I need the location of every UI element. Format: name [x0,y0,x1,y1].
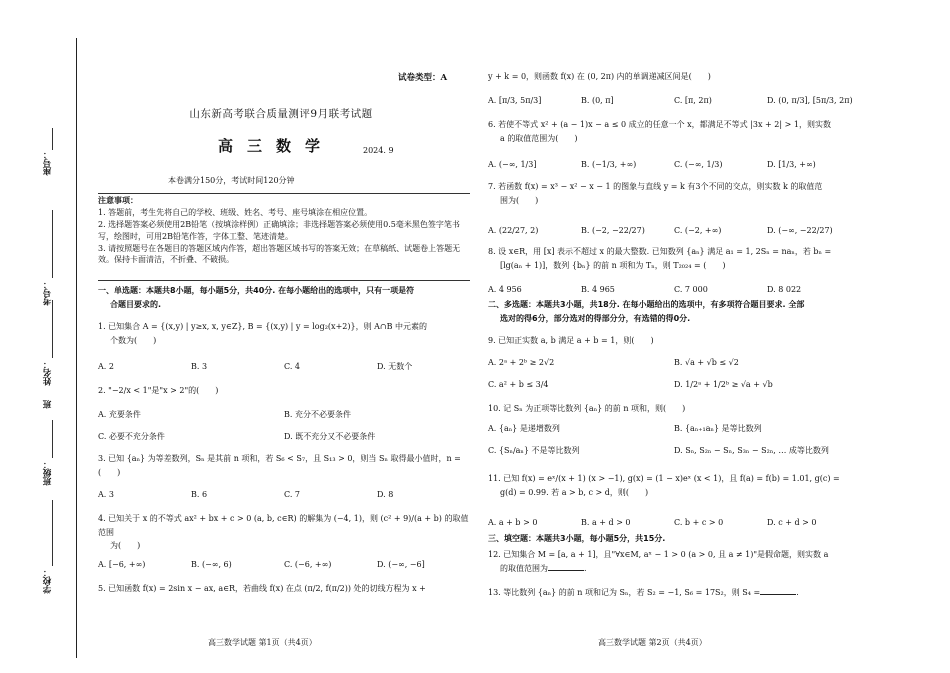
question-1-stem-cont: 个数为( ) [110,335,157,345]
option-c[interactable]: C. a² + b ≤ 3/4 [488,380,549,389]
question-12-stem: 12. 已知集合 M = [a, a + 1]，且"∀x∈M, aˣ − 1 > 0 (a > 0, 且 a ≠ 1)"是假命题，则实数 a [488,550,829,559]
question-12-stem-cont: 的取值范围为 [500,563,548,573]
option-c[interactable]: C. 7 [284,490,301,499]
option-b[interactable]: B. 充分不必要条件 [284,410,351,419]
answer-blank[interactable] [760,587,796,595]
question-2 [98,384,470,398]
option-a[interactable]: A. 3 [98,490,114,499]
question-7-options [488,226,860,235]
question-9-stem: 9. 已知正实数 a, b 满足 a + b = 1，则( ) [488,336,654,345]
option-b[interactable]: B. (0, π] [581,96,614,105]
question-6-stem: 6. 若使不等式 x² + (a − 1)x − a ≤ 0 成立的任意一个 x，都满足不等式 |3x + 2| > 1，则实数 [488,120,831,129]
question-11 [488,472,860,499]
question-1-options [98,362,470,371]
exam-no-line [52,210,53,278]
note-item: 2. 选择题答案必须使用2B铅笔（按填涂样例）正确填涂；非选择题答案必须使用0.5毫米黑色签字笔书写，绘图时，可用2B铅笔作答，字体工整、笔迹清楚。 [98,220,460,241]
question-5-cont [488,70,860,84]
question-3-stem-cont: ( ) [98,467,121,477]
school-label: 学校： [43,568,53,594]
option-b[interactable]: B. √a + √b ≤ √2 [674,358,739,367]
question-8-stem: 8. 设 x∈R，用 [x] 表示不超过 x 的最大整数. 已知数列 {aₙ} 满足 a₁ = 1, 2Sₙ = naₙ，若 bₙ = [488,247,832,256]
paper-type: 试卷类型：A [398,73,448,83]
exam-info: 本卷满分150分，考试时间120分钟 [168,176,295,185]
question-6-stem-cont: a 的取值范围为( ) [500,133,578,143]
option-d[interactable]: D. (−∞, −6] [377,560,425,569]
option-a[interactable]: A. a + b > 0 [488,518,538,527]
note-item: 1. 答题前，考生先将自己的学校、班级、姓名、考号、座号填涂在相应位置。 [98,208,373,218]
option-a[interactable]: A. [−6, +∞) [98,560,146,569]
section-1-line-2: 合题目要求的. [110,299,162,309]
option-b[interactable]: B. (−2, −22/27) [581,226,645,235]
question-3-stem: 3. 已知 {aₙ} 为等差数列，Sₙ 是其前 n 项和，若 S₆ < S₇，且 S₁₃ > 0，则当 Sₙ 取得最小值时，n = [98,454,461,463]
section-3-title [488,532,860,546]
exam-title: 山东新高考联合质量测评9月联考试题 [189,108,373,120]
notes [98,196,470,266]
name-label: 姓名： [43,360,53,386]
seat-label: 座号： [43,150,53,176]
subject-title: 高三数学 [218,137,335,155]
question-8-options [488,285,860,294]
school-line [52,500,53,566]
option-b[interactable]: B. (−1/3, +∞) [581,160,637,169]
option-d[interactable]: D. (−∞, −22/27) [767,226,833,235]
option-a[interactable]: A. [π/3, 5π/3] [488,96,542,105]
option-a[interactable]: A. 4 956 [488,285,522,294]
question-1-stem: 1. 已知集合 A = {(x,y) | y≥x, x, y∈Z}, B = {(x,y) | y = log₂(x+2)}，则 A∩B 中元素的 [98,322,428,331]
question-4-stem: 4. 已知关于 x 的不等式 ax² + bx + c > 0 (a, b, c∈R) 的解集为 (−4, 1)，则 (c² + 9)/(a + b) 的取值范围 [98,514,469,537]
grade-label: 班级： [43,460,53,486]
question-8-stem-cont: [lg(aₙ + 1)]，数列 {bₙ} 的前 n 项和为 Tₙ，则 T₂₀₂₄ = ( ) [500,260,726,270]
question-11-stem: 11. 已知 f(x) = eˣ/(x + 1) (x > −1), g(x) = (1 − x)eˣ (x < 1)，且 f(a) = f(b) = 1.01, g(c) = [488,474,840,483]
option-d[interactable]: D. 无数个 [377,362,413,371]
divider [98,193,470,194]
option-c[interactable]: C. [π, 2π) [674,96,712,105]
exam-no-label: 考号： [43,280,53,306]
option-c[interactable]: C. (−6, +∞) [284,560,332,569]
option-b[interactable]: B. a + d > 0 [581,518,631,527]
option-d[interactable]: D. (0, π/3], [5π/3, 2π) [767,96,853,105]
question-10-options-row-2 [488,446,860,455]
option-c[interactable]: C. 7 000 [674,285,708,294]
question-9-options-row-1 [488,358,860,367]
question-9-options-row-2 [488,380,860,389]
question-10-options-row-1 [488,424,860,433]
question-4-stem-cont: 为( ) [110,541,141,551]
question-7-stem: 7. 若函数 f(x) = x³ − x² − x − 1 的图象与直线 y = k 有3个不同的交点，则实数 k 的取值范 [488,182,823,191]
grade-line [52,420,53,458]
option-b[interactable]: B. {aₙ₊₁aₙ} 是等比数列 [674,424,762,433]
option-d[interactable]: D. 8 [377,490,394,499]
option-b[interactable]: B. 4 965 [581,285,615,294]
question-10 [488,402,860,416]
binding-line [76,38,77,658]
option-c[interactable]: C. (−2, +∞) [674,226,722,235]
section-1-line-1: 一、单选题：本题共8小题，每小题5分，共40分. 在每小题给出的选项中，只有一项是符 [98,286,415,295]
option-d[interactable]: D. 8 022 [767,285,802,294]
binding-margin [0,0,92,673]
section-2-line-1: 二、多选题：本题共3小题，共18分. 在每小题给出的选项中，有多项符合题目要求. 全部 [488,300,805,309]
question-13-stem: 13. 等比数列 {aₙ} 的前 n 项和记为 Sₙ，若 S₂ = −1, S₆ = 17S₂，则 S₄ = [488,588,761,597]
option-d[interactable]: D. [1/3, +∞) [767,160,816,169]
question-6 [488,118,860,145]
page-footer-left: 高三数学试题 第1页（共4页） [208,638,317,647]
option-d[interactable]: D. 1/2ᵃ + 1/2ᵇ ≥ √a + √b [674,380,773,389]
name-line [52,300,53,358]
question-12: 12. 已知集合 M = [a, a + 1]，且"∀x∈M, aˣ − 1 > 0 (a > 0, 且 a ≠ 1)"是假命题，则实数 a 的取值范围为 . [488,548,860,575]
question-10-stem: 10. 记 Sₙ 为正项等比数列 {aₙ} 的前 n 项和，则( ) [488,404,686,413]
class-char-label: 班 [43,400,53,409]
question-5-options [488,96,860,105]
section-1-title [98,284,470,311]
option-a[interactable]: A. (22/27, 2) [488,226,539,235]
question-13: 13. 等比数列 {aₙ} 的前 n 项和记为 Sₙ，若 S₂ = −1, S₆ = 17S₂，则 S₄ = . [488,588,799,597]
option-b[interactable]: B. 3 [191,362,208,371]
option-c[interactable]: C. 4 [284,362,301,371]
option-a[interactable]: A. 2 [98,362,114,371]
question-7-stem-cont: 围为( ) [500,195,539,205]
option-d[interactable]: D. c + d > 0 [767,518,817,527]
option-d[interactable]: D. 既不充分又不必要条件 [284,432,376,441]
option-a[interactable]: A. (−∞, 1/3] [488,160,537,169]
question-9 [488,334,860,348]
question-8 [488,245,860,272]
divider [98,280,470,281]
question-2-options-row-1 [98,410,470,419]
section-2-title [488,298,860,325]
exam-date: 2024. 9 [363,146,394,155]
option-d[interactable]: D. Sₙ, S₂ₙ − Sₙ, S₃ₙ − S₂ₙ, … 成等比数列 [674,446,829,455]
question-3 [98,452,470,479]
seat-line [52,128,53,150]
question-2-stem: 2. "−2/x < 1"是"x > 2"的( ) [98,386,219,395]
question-5 [98,582,470,596]
question-6-options [488,160,860,169]
notes-title: 注意事项： [98,196,138,205]
question-5-stem: 5. 已知函数 f(x) = 2sin x − ax, a∈R，若曲线 f(x) 在点 (π/2, f(π/2)) 处的切线方程为 x + [98,584,426,593]
page-footer-right: 高三数学试题 第2页（共4页） [598,638,707,647]
option-a[interactable]: A. {aₙ} 是递增数列 [488,424,560,433]
option-b[interactable]: B. (−∞, 6) [191,560,232,569]
answer-blank[interactable] [548,563,584,571]
section-3-line-1: 三、填空题：本题共3小题，每小题5分，共15分. [488,534,666,543]
option-a[interactable]: A. 2ᵃ + 2ᵇ ≥ 2√2 [488,358,555,367]
question-4-options [98,560,470,569]
question-7 [488,180,860,207]
option-c[interactable]: C. (−∞, 1/3) [674,160,723,169]
section-2-line-2: 选对的得6分，部分选对的得部分分，有选错的得0分. [500,313,691,323]
option-c[interactable]: C. 必要不充分条件 [98,432,165,441]
question-5-stem-cont: y + k = 0，则函数 f(x) 在 (0, 2π) 内的单调递减区间是( ) [488,72,711,81]
option-b[interactable]: B. 6 [191,490,208,499]
question-11-stem-cont: g(d) = 0.99. 若 a > b, c > d，则( ) [500,487,649,497]
option-c[interactable]: C. {Sₙ/aₙ} 不是等比数列 [488,446,580,455]
question-4 [98,512,470,553]
question-2-options-row-2 [98,432,470,441]
question-3-options [98,490,470,499]
option-a[interactable]: A. 充要条件 [98,410,141,419]
question-11-options [488,518,860,527]
option-c[interactable]: C. b + c > 0 [674,518,724,527]
question-1 [98,320,470,347]
note-item: 3. 请按照题号在各题目的答题区域内作答，超出答题区域书写的答案无效；在草稿纸、试题卷上答题无效。保持卡面清洁，不折叠、不破损。 [98,243,461,264]
